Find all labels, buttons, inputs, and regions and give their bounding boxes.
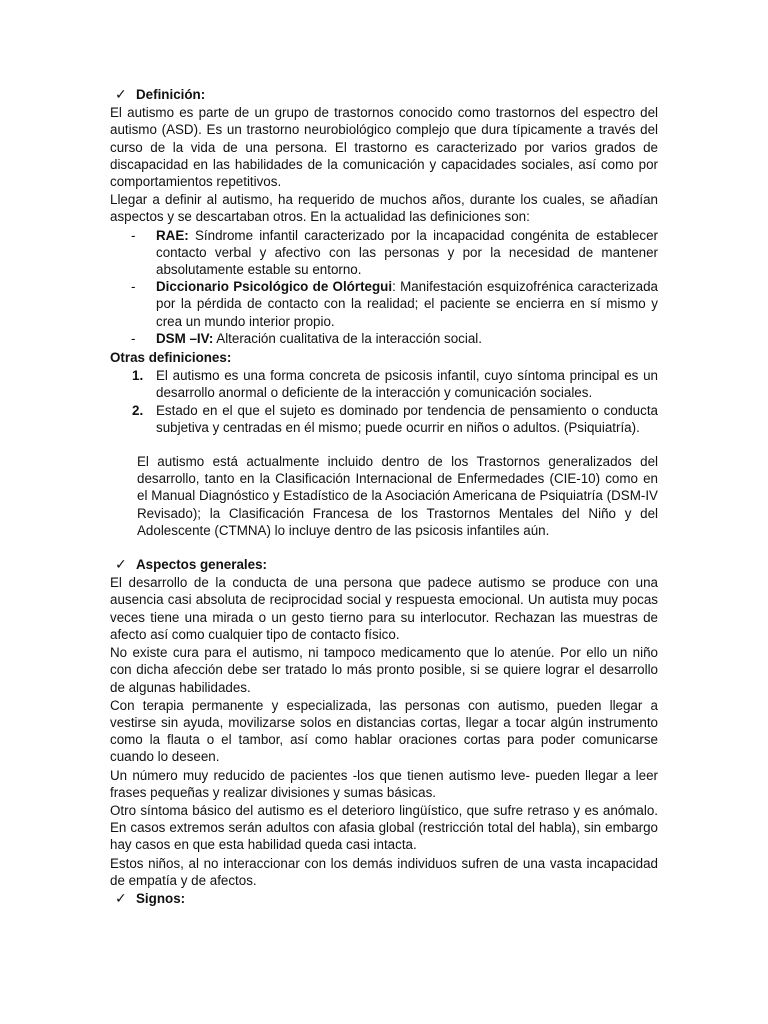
- section-heading-definicion: [110, 86, 658, 103]
- paragraph: El desarrollo de la conducta de una persona que padece autismo se produce con una ausencia casi absoluta de reciprocidad social y respuesta emocional. Un autista muy pocas veces tiene una mirada o un gesto tierno para su interlocutor. Rechazan las muestras de afecto así como cualquier tipo de contacto físico.: [110, 575, 658, 642]
- document-page: [110, 86, 658, 908]
- paragraph: Llegar a definir al autismo, ha requerido de muchos años, durante los cuales, se añadían aspectos y se descartaban otros. En la actualidad las definiciones son:: [110, 192, 658, 225]
- checkmark-icon: ✓: [115, 889, 127, 906]
- definition-text: Alteración cualitativa de la interacción social.: [213, 330, 482, 346]
- heading-text: Signos:: [136, 890, 186, 906]
- paragraph: Estos niños, al no interaccionar con los demás individuos sufren de una vasta incapacidad de empatía y de afectos.: [110, 855, 658, 888]
- list-item: [110, 278, 658, 330]
- subsection-title: Otras definiciones:: [110, 350, 232, 366]
- dash-marker: -: [131, 330, 136, 346]
- dash-marker: -: [131, 279, 136, 295]
- paragraph: El autismo está actualmente incluido dentro de los Trastornos generalizados del desarrollo, tanto en la Clasificación Internacional de Enfermedades (CIE-10) como en el Manual Diagnóstico y Estadístico de la Asociación Americana de Psiquiatría (DSM-IV Revisado); la Clasificación Francesa de los Trastornos Mentales del Niño y del Adolescente (CTMNA) lo incluye dentro de las psicosis infantiles aún.: [137, 454, 658, 538]
- paragraph: Un número muy reducido de pacientes -los que tienen autismo leve- pueden llegar a leer frases pequeñas y realizar divisiones y sumas básicas.: [110, 767, 658, 800]
- list-item: [110, 227, 658, 279]
- dash-marker: -: [131, 227, 136, 243]
- section-heading-signos: [110, 890, 658, 907]
- checkmark-icon: ✓: [115, 86, 127, 102]
- list-item: [110, 330, 658, 347]
- heading-text: Aspectos generales:: [136, 557, 267, 573]
- definitions-list: [110, 227, 658, 347]
- definition-text: : Manifestación esquizofrénica caracterizada por la pérdida de contacto con la realidad; el paciente se encierra en sí mismo y crea un mundo interior propio.: [156, 279, 658, 329]
- paragraph: El autismo es parte de un grupo de trastornos conocido como trastornos del espectro del autismo (ASD). Es un trastorno neurobiológico complejo que dura típicamente a través del curso de la vida de una persona. El trastorno es caracterizado por varios grados de discapacidad en las habilidades de la comunicación y capacidades sociales, así como por comportamientos repetitivos.: [110, 105, 658, 190]
- term: RAE:: [156, 227, 189, 243]
- checkmark-icon: ✓: [115, 556, 127, 573]
- number-marker: 1.: [132, 368, 144, 384]
- definition-text: Síndrome infantil caracterizado por la incapacidad congénita de establecer contacto verbal y afectivo con las personas y por la necesidad de mantener absolutamente estable su entorno.: [156, 227, 658, 278]
- heading-text: Definición:: [136, 87, 206, 102]
- number-marker: 2.: [132, 402, 144, 418]
- item-text: Estado en el que el sujeto es dominado por tendencia de pensamiento o conducta subjetiva y centradas en él mismo; puede ocurrir en niños o adultos. (Psiquiatría).: [156, 402, 658, 435]
- paragraph: Con terapia permanente y especializada, las personas con autismo, pueden llegar a vestirse sin ayuda, movilizarse solos en distancias cortas, llegar a tocar algún instrumento como la flauta o el tambor, así como hablar oraciones cortas para poder comunicarse cuando lo deseen.: [110, 697, 658, 765]
- item-text: El autismo es una forma concreta de psicosis infantil, cuyo síntoma principal es un desarrollo anormal o deficiente de la interacción y comunicación sociales.: [156, 368, 658, 401]
- list-item: [110, 367, 658, 401]
- section-heading-aspectos: [110, 556, 658, 573]
- paragraph: Otro síntoma básico del autismo es el deterioro lingüístico, que sufre retraso y es anómalo. En casos extremos serán adultos con afasia global (restricción total del habla), sin embargo hay casos en que esta habilidad queda casi intacta.: [110, 802, 658, 853]
- term: DSM –IV:: [156, 330, 214, 346]
- numbered-list: [110, 367, 658, 436]
- list-item: [110, 402, 658, 436]
- term: Diccionario Psicológico de Olórtegui: [156, 279, 393, 295]
- paragraph: No existe cura para el autismo, ni tampoco medicamento que lo atenúe. Por ello un niño con dicha afección debe ser tratado lo más pronto posible, si se quiere lograr el desarrollo de algunas habilidades.: [110, 645, 658, 695]
